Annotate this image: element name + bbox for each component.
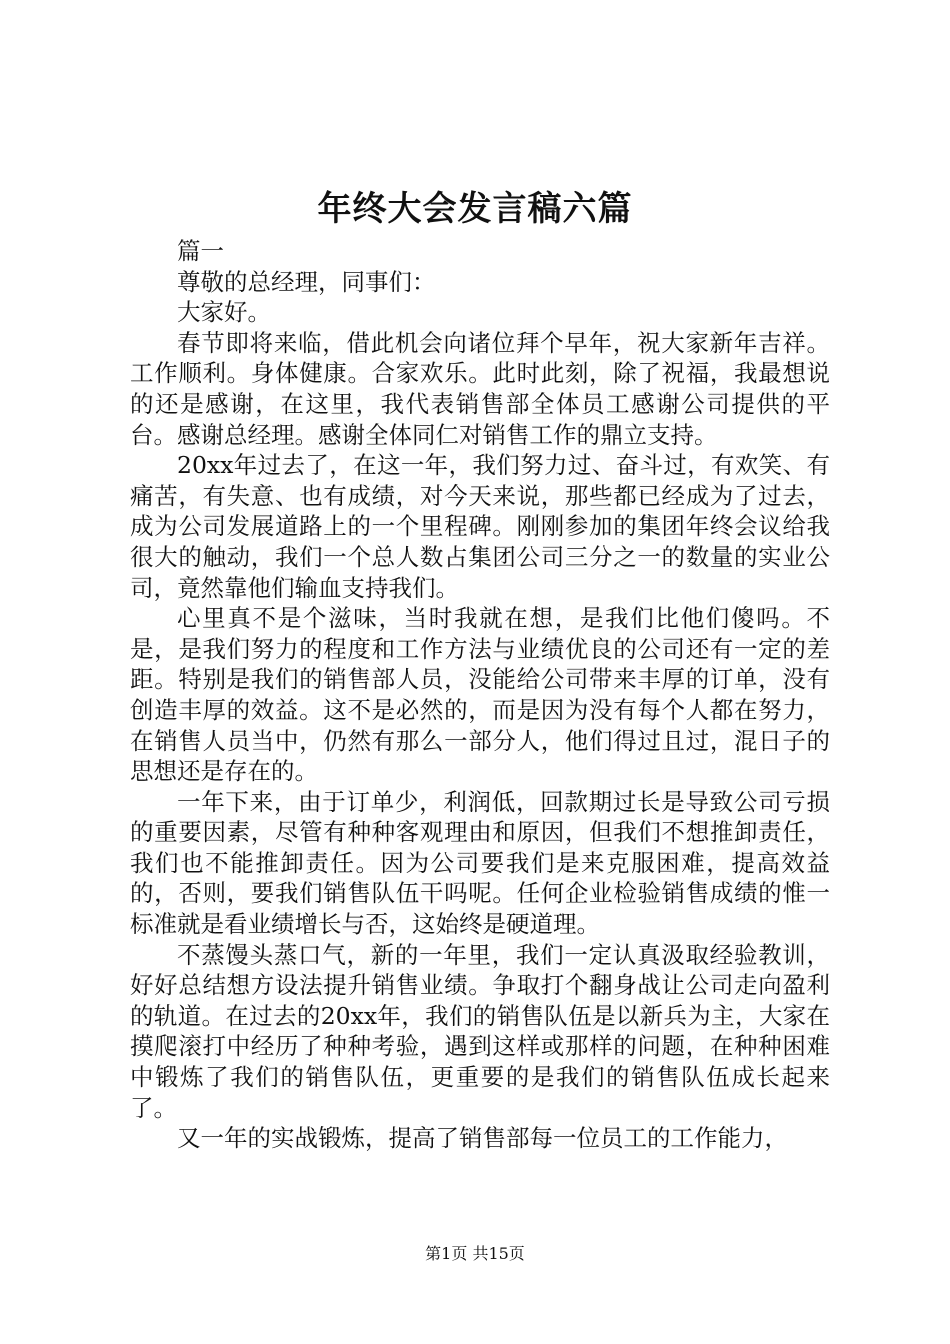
document-body xyxy=(130,236,830,1154)
paragraph: 又一年的实战锻炼，提高了销售部每一位员工的工作能力， xyxy=(177,1124,788,1153)
paragraph: 心里真不是个滋味，当时我就在想，是我们比他们傻吗。不是，是我们努力的程度和工作方法与业绩优良的公司还有一定的差距。特别是我们的销售部人员，没能给公司带来丰厚的订单，没有创造丰厚的效益。这不是必然的，而是因为没有每个人都在努力，在销售人员当中，仍然有那么一部分人，他们得过且过，混日子的思想还是存在的。 xyxy=(130,604,830,786)
document-title: 年终大会发言稿六篇 xyxy=(317,189,633,229)
paragraph: 春节即将来临，借此机会向诸位拜个早年，祝大家新年吉祥。工作顺利。身体健康。合家欢乐。此时此刻，除了祝福，我最想说的还是感谢，在这里，我代表销售部全体员工感谢公司提供的平台。感谢总经理。感谢全体同仁对销售工作的鼎立支持。 xyxy=(130,328,830,449)
paragraph: 20xx年过去了，在这一年，我们努力过、奋斗过，有欢笑、有痛苦，有失意、也有成绩，对今天来说，那些都已经成为了过去，成为公司发展道路上的一个里程碑。刚刚参加的集团年终会议给我很大的触动，我们一个总人数占集团公司三分之一的数量的实业公司，竟然靠他们输血支持我们。 xyxy=(130,451,830,602)
paragraph-section-heading: 篇一 xyxy=(177,237,224,265)
paragraph-salutation: 尊敬的总经理，同事们： xyxy=(177,267,436,296)
page-number-footer: 第1页 共15页 xyxy=(425,1244,525,1263)
paragraph: 一年下来，由于订单少，利润低，回款期过长是导致公司亏损的重要因素，尽管有种种客观理由和原因，但我们不想推卸责任，我们也不能推卸责任。因为公司要我们是来克服困难，提高效益的，否则，要我们销售队伍干吗呢。任何企业检验销售成绩的惟一标准就是看业绩增长与否，这始终是硬道理。 xyxy=(130,787,830,939)
paragraph: 不蒸馒头蒸口气，新的一年里，我们一定认真汲取经验教训，好好总结想方设法提升销售业绩。争取打个翻身战让公司走向盈利的轨道。在过去的20xx年，我们的销售队伍是以新兵为主，大家在摸爬滚打中经历了种种考验，遇到这样或那样的问题，在种种困难中锻炼了我们的销售队伍，更重要的是我们的销售队伍成长起来了。 xyxy=(130,940,830,1122)
paragraph-greeting: 大家好。 xyxy=(177,298,271,327)
